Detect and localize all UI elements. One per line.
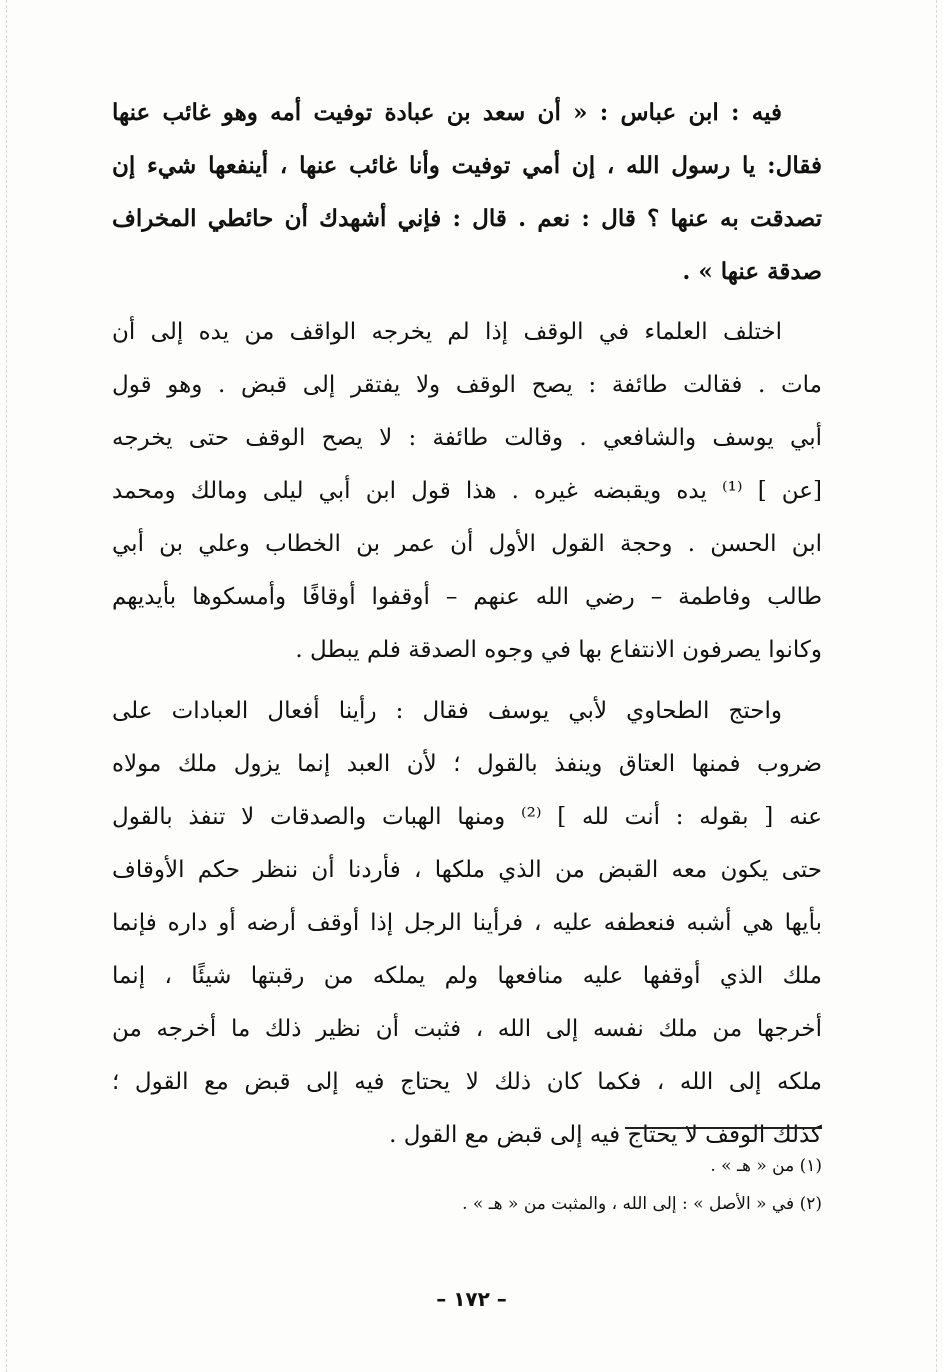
- text-line: كذلك الوقف لا يحتاج فيه إلى قبض مع القول .: [389, 1122, 822, 1148]
- footnote-2: (٢) في « الأصل » : إلى الله ، والمثبت من « هـ » .: [462, 1194, 822, 1214]
- paragraph-waqf-disagreement: [112, 306, 822, 677]
- text-line: عنه [ بقوله : أنت لله ] ⁽²⁾ ومنها الهبات والصدقات لا تنفذ بالقول: [112, 804, 822, 830]
- text-line: واحتج الطحاوي لأبي يوسف فقال : رأينا أفعال العبادات على: [112, 698, 782, 724]
- text-line: ملكه إلى الله ، فكما كان ذلك لا يحتاج فيه إلى قبض مع القول ؛: [112, 1069, 822, 1095]
- scan-margin-left: [6, 0, 7, 1372]
- text-line: ضروب فمنها العتاق وينفذ بالقول ؛ لأن العبد إنما يزول ملك مولاه: [112, 751, 822, 777]
- paragraph-tahawi-argument: [112, 685, 822, 1162]
- text-line: فيه : ابن عباس : « أن سعد بن عبادة توفيت أمه وهو غائب عنها: [112, 99, 782, 126]
- text-line: فقال: يا رسول الله ، إن أمي توفيت وأنا غائب عنها ، أينفعها شيء إن: [112, 152, 822, 179]
- text-line: ابن الحسن . وحجة القول الأول أن عمر بن الخطاب وعلي بن أبي: [112, 531, 822, 557]
- text-line: وكانوا يصرفون الانتفاع بها في وجوه الصدقة فلم يبطل .: [295, 637, 822, 663]
- text-line: أخرجها من ملك نفسه إلى الله ، فثبت أن نظير ذلك ما أخرجه من: [112, 1016, 822, 1042]
- text-line: حتى يكون معه القبض من الذي ملكها ، فأردنا أن ننظر حكم الأوقاف: [112, 857, 822, 883]
- text-line: ملك الذي أوقفها عليه منافعها ولم يملكه من رقبتها شيئًا ، إنما: [112, 963, 822, 989]
- footnote-divider: [625, 1127, 822, 1129]
- text-line: طالب وفاطمة – رضي الله عنهم – أوقفوا أوقافًا وأمسكوها بأيديهم: [112, 584, 822, 610]
- paragraph-hadith: [112, 86, 822, 298]
- text-line: [عن ] ⁽¹⁾ يده ويقبضه غيره . هذا قول ابن أبي ليلى ومالك ومحمد: [112, 478, 822, 504]
- footnotes: [300, 1147, 822, 1223]
- text-line: اختلف العلماء في الوقف إذا لم يخرجه الواقف من يده إلى أن: [112, 319, 782, 345]
- main-text: [112, 86, 822, 1162]
- text-line: أبي يوسف والشافعي . وقالت طائفة : لا يصح الوقف حتى يخرجه: [112, 425, 822, 451]
- text-line: صدقة عنها » .: [682, 258, 822, 285]
- text-line: بأيها هي أشبه فنعطفه عليه ، فرأينا الرجل إذا أوقف أرضه أو داره فإنما: [112, 910, 822, 936]
- page-number: – ١٧٢ –: [436, 1287, 507, 1311]
- text-line: مات . فقالت طائفة : يصح الوقف ولا يفتقر إلى قبض . وهو قول: [112, 372, 822, 398]
- scan-margin-right: [936, 0, 937, 1372]
- footnote-1: (١) من « هـ » .: [710, 1156, 822, 1176]
- text-line: تصدقت به عنها ؟ قال : نعم . قال : فإني أشهدك أن حائطي المخراف: [112, 205, 822, 232]
